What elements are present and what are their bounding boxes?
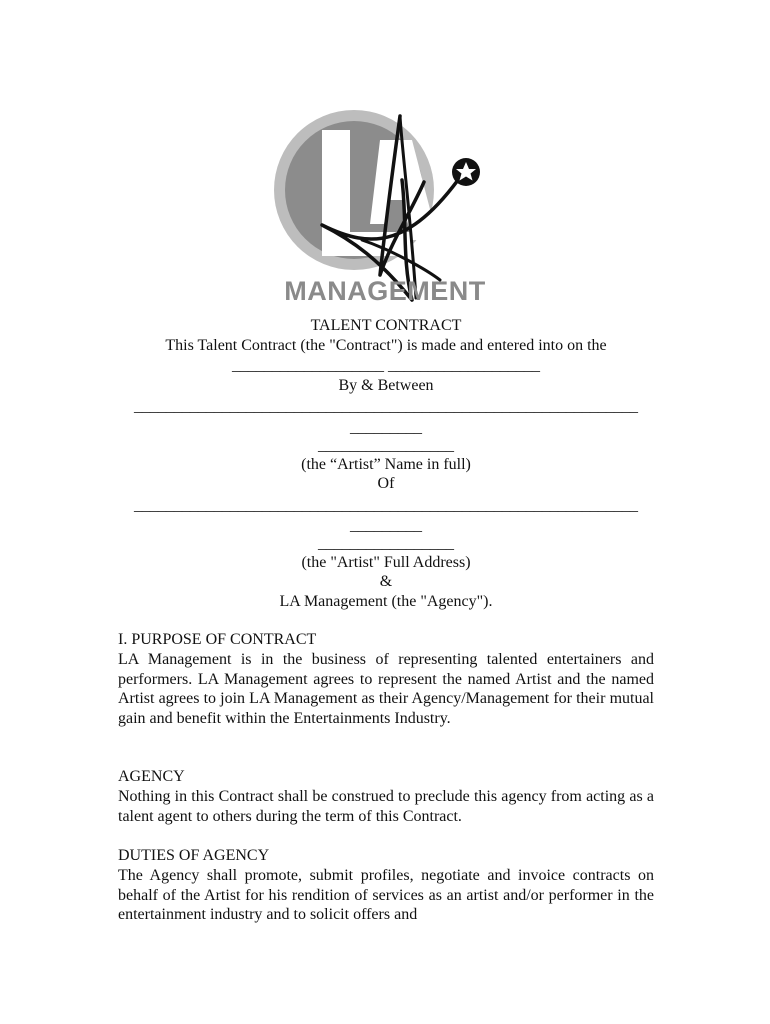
artist-address-caption: (the "Artist" Full Address): [301, 554, 471, 571]
section-duties: [118, 846, 654, 925]
by-between: By & Between: [338, 377, 434, 394]
section-heading: DUTIES OF AGENCY: [118, 847, 270, 864]
of-label: Of: [377, 475, 395, 492]
agency-line: LA Management (the "Agency").: [279, 593, 493, 610]
section-heading: I. PURPOSE OF CONTRACT: [118, 631, 317, 648]
logo-wordmark: MANAGEMENT: [284, 276, 486, 306]
artist-name-line: _______________________________________________________________: [134, 398, 638, 415]
date-blank-line: ___________________ ___________________: [232, 357, 540, 374]
artist-address-line: _______________________________________________________________: [134, 497, 638, 514]
artist-name-caption: (the “Artist” Name in full): [301, 456, 471, 473]
artist-address-line-mid: _________________: [318, 535, 454, 552]
section-purpose: [118, 630, 654, 728]
contract-intro: This Talent Contract (the "Contract") is made and entered into on the: [165, 337, 607, 354]
section-body: Nothing in this Contract shall be construed to preclude this agency from acting as a talent agent to others during the term of this Contract.: [118, 788, 654, 825]
section-body: The Agency shall promote, submit profiles, negotiate and invoice contracts on behalf of the Artist for his rendition of services as an artist and/or performer in the entertainment industry and to solicit offers and: [118, 867, 654, 924]
section-heading: AGENCY: [118, 768, 185, 785]
section-body: LA Management is in the business of representing talented entertainers and performers. LA Management agrees to represent the named Artist and the named Artist agrees to join LA Management as their Agency/Management for their mutual gain and benefit within the Entertainments Industry.: [118, 651, 654, 727]
section-agency: [118, 767, 654, 826]
artist-address-line-short: _________: [350, 517, 422, 534]
ampersand: &: [379, 573, 393, 590]
contract-title: TALENT CONTRACT: [310, 317, 462, 334]
artist-name-line-short: _________: [350, 419, 422, 436]
artist-name-line-mid: _________________: [318, 437, 454, 454]
